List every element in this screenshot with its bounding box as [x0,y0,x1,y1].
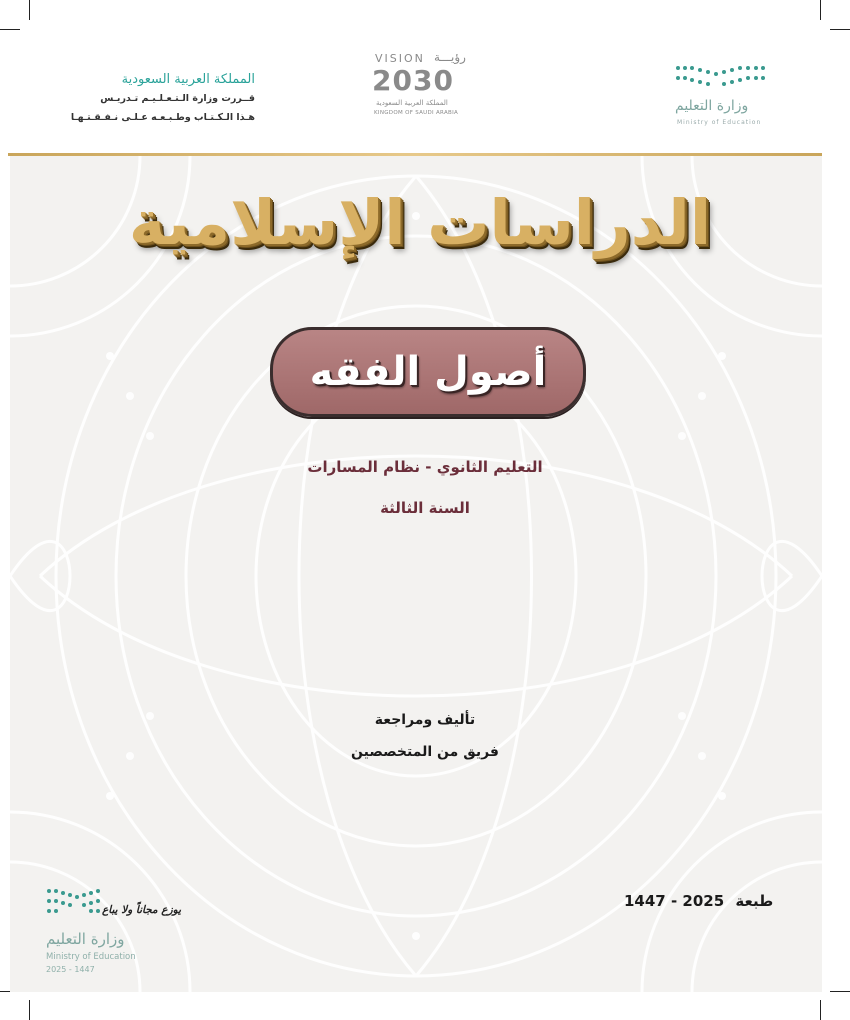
publisher-line-1: قــررت وزارة الـتـعـلـيـم تـدريـس [100,93,255,104]
book-title-badge [270,327,586,417]
ministry-english-bottom: Ministry of Education [46,952,136,962]
cover-pattern [10,156,822,992]
book-title: أصول الفقه [309,349,547,395]
dotted-grid-icon [44,886,104,920]
edition-label: طبعة [735,892,774,910]
vision-2030-logo [362,50,477,122]
arabesque-pattern [10,156,822,992]
dotted-grid-icon [672,62,767,96]
vision-sub-arabic: المملكة العربية السعودية [376,99,448,107]
ministry-logo-top [672,62,772,132]
publisher-line-2: هـذا الـكـتـاب وطـبـعـه عـلـى نـفـقـتـهـا [70,112,255,123]
ministry-arabic-bottom: وزارة التعليم [46,930,125,948]
vision-year: 2030 [372,64,454,97]
ministry-logo-bottom [44,880,204,980]
ministry-year-bottom: 2025 - 1447 [46,965,95,974]
authorship-label: تأليف ومراجعة [374,712,476,728]
ministry-english: Ministry of Education [677,119,762,126]
cover-header [0,0,850,155]
publisher-block [71,72,255,131]
vision-sub-english: KINGDOM OF SAUDI ARABIA [374,110,459,116]
crop-mark [830,991,850,992]
crop-mark [29,1000,30,1020]
edition-info [618,892,773,910]
free-distribution-note: يوزع مجاناً ولا يباع [102,904,181,916]
vision-word: VISION [375,52,425,65]
authors: فريق من المتخصصين [351,744,499,760]
series-title: الدراسات الإسلامية [128,186,712,259]
school-year: السنة الثالثة [380,499,470,517]
education-level: التعليم الثانوي - نظام المسارات [307,458,543,476]
vision-arabic: رؤيـــة [434,50,466,64]
edition-value: 1447 - 2025 [624,892,725,910]
kingdom-title: المملكة العربية السعودية [121,72,255,87]
ministry-arabic: وزارة التعليم [675,98,749,114]
crop-mark [820,1000,821,1020]
